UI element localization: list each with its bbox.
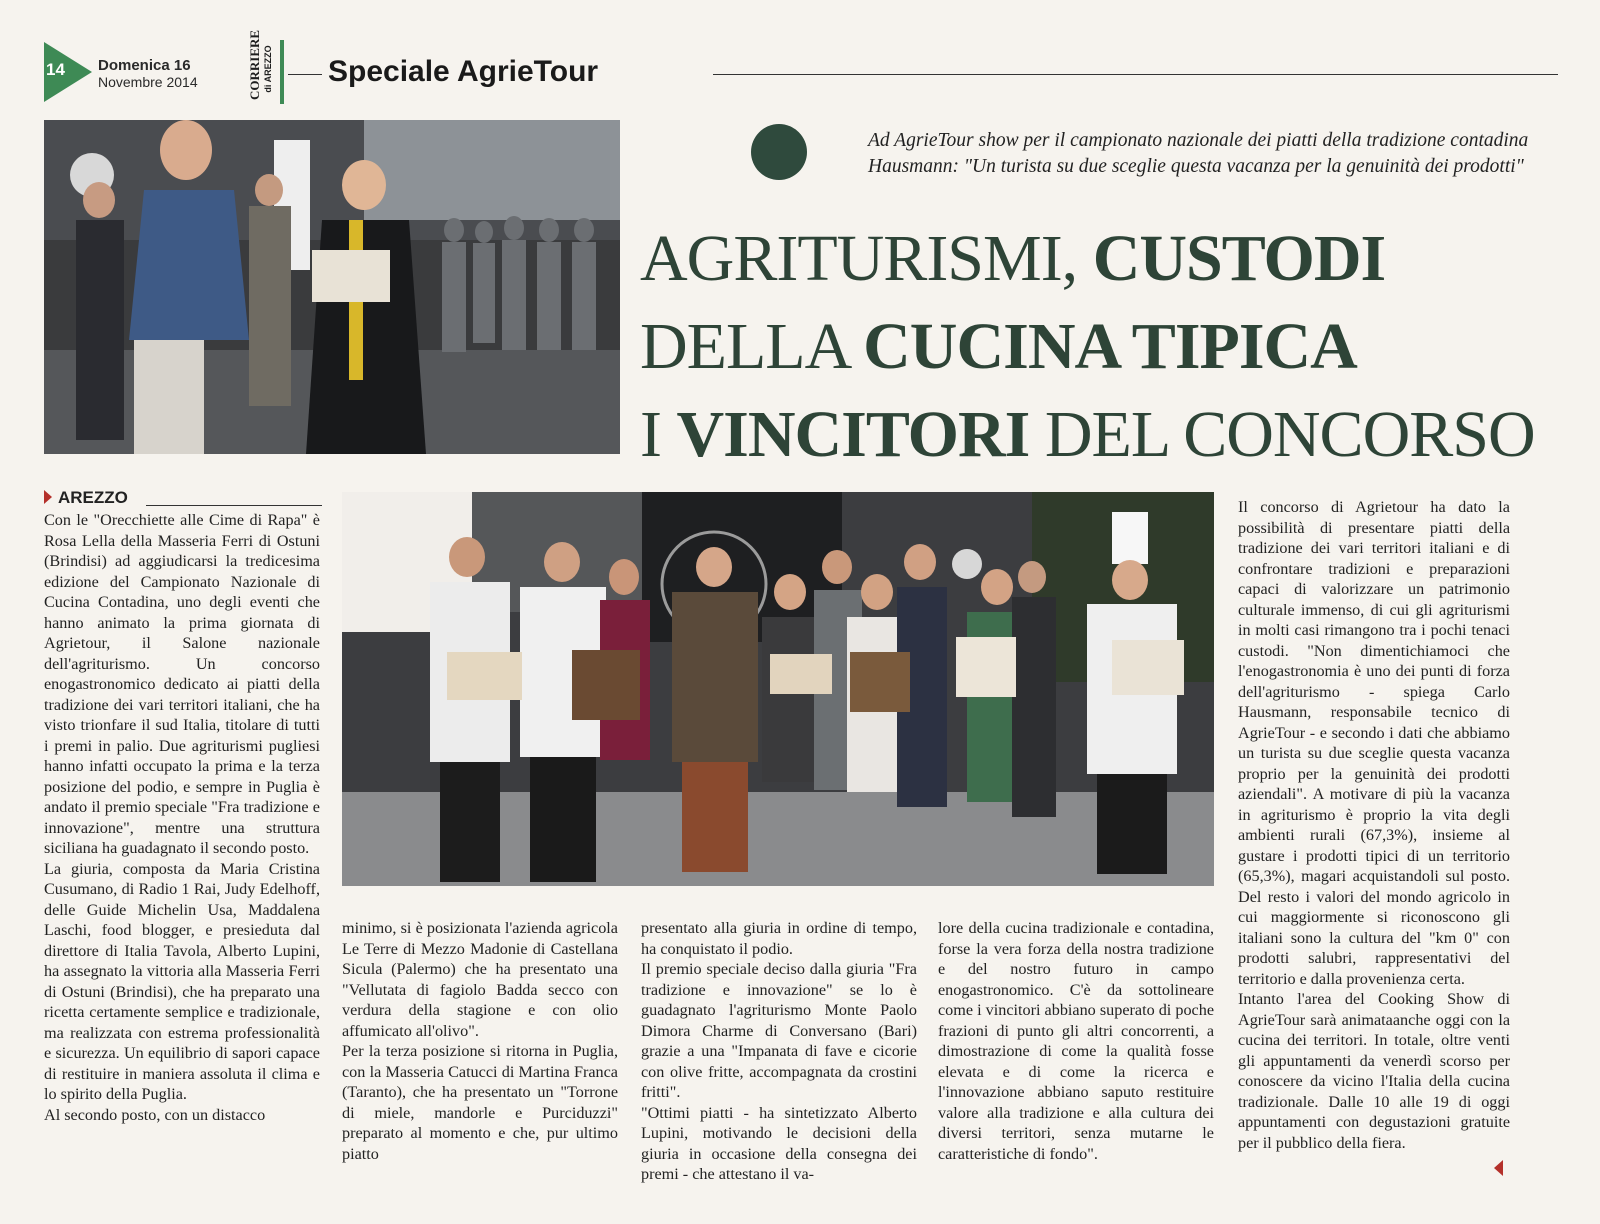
article-headline [640,215,1560,479]
headline-part: AGRITURISMI, [640,222,1093,295]
page-number: 14 [46,60,65,79]
issue-date-day: Domenica 16 [98,57,191,74]
paragraph: Intanto l'area del Cooking Show di AgrieTour sarà animataanche oggi con la cucina dei territori. In totale, oltre venti gli appuntamenti da venerdì scorso per conoscere da vicino l'Italia della cucina tradizionale. Dalle 10 alle 19 di oggi appuntamenti con degustazioni gratuite per il pubblico della fiera. [1238,990,1510,1152]
dateline-arrow-icon [44,490,52,504]
paragraph: Al secondo posto, con un distacco [44,1105,266,1124]
dateline-rule [146,505,322,506]
deck-line-2: Hausmann: "Un turista su due sceglie questa vacanza per la genuinità dei prodotti" [868,156,1524,177]
paragraph: minimo, si è posizionata l'azienda agricola Le Terre di Mezzo Madonie di Castellana Sicula (Palermo) che ha presentato una "Vellutata di fagiolo Badda secco con verdura della stagione e con olio affumicato all'olivo". [342,919,618,1040]
article-column-5 [1238,497,1510,1153]
issue-date [98,58,198,90]
header-rule-right [713,74,1558,75]
headline-part-bold: VINCITORI [676,398,1030,471]
article-column-4 [938,918,1214,1164]
issue-date-month: Novembre 2014 [98,74,198,90]
decorative-dot [751,124,807,180]
paragraph: lore della cucina tradizionale e contadina, forse la vera forza della nostra tradizione e del nostro futuro in campo enogastronomico. C'è da sottolineare come i vincitori abbiano superato di poche frazioni di punto gli altri concorrenti, a dimostrazione di come la qualità fosse elevata e di come la ricerca e l'innovazione abbiano saputo restituire valore alla tradizione e alla cultura dei diversi territori, senza mutarne le caratteristiche di fondo". [938,919,1215,1163]
deck-line-1: Ad AgrieTour show per il campionato nazionale dei piatti della tradizione contadina [868,130,1529,151]
winners-group-photo [342,492,1214,886]
award-ceremony-photo [44,120,620,454]
article-column-2 [342,918,618,1164]
header-rule-left [288,74,322,75]
article-end-icon [1494,1160,1503,1176]
headline-part: DEL CONCORSO [1029,398,1535,471]
headline-line-2 [640,303,1560,391]
paragraph: "Ottimi piatti - ha sintetizzato Alberto Lupini, motivando le decisioni della giuria in occasione della consegna dei premi - che attestano il va- [641,1103,917,1183]
paragraph: presentato alla giuria in ordine di tempo, ha conquistato il podio. [641,919,917,958]
newspaper-logo [246,29,284,104]
headline-line-3 [640,391,1560,479]
paragraph: Il concorso di Agrietour ha dato la possibilità di presentare piatti della tradizione dei vari territori italiani e di confrontare tradizioni e preparazioni capaci di valorizzare un patrimonio culturale immenso, di cui gli agriturismi in molti casi rimangono tra i pochi tenaci custodi. "Non dimentichiamoci che l'enogastronomia è uno dei punti di forza dell'agriturismo - spiega Carlo Hausmann, responsabile tecnico di AgrieTour - e secondo i dati che abbiamo un turista su due sceglie questa vacanza proprio per la genuinità dei prodotti aziendali". A motivare di più la vacanza in agriturismo è proprio la vita degli ambienti rurali (67,3%), insieme al gustare i prodotti tipici di un territorio (65,3%), magari acquistandoli sul posto. Del resto i valori del mondo agricolo in cui maggiormente si riconoscono gli italiani sono la cultura del "km 0" con prodotti salubri, rappresentativi del territorio e dalla provenienza certa. [1238,498,1510,988]
headline-part: DELLA [640,310,864,383]
section-title: Speciale AgrieTour [328,55,599,88]
dateline: AREZZO [58,488,128,507]
headline-part-bold: CUCINA TIPICA [863,310,1357,383]
headline-line-1 [640,215,1560,303]
paragraph: Con le "Orecchiette alle Cime di Rapa" è Rosa Lella della Masseria Ferri di Ostuni (Brindisi) ad aggiudicarsi la tredicesima edizione del Campionato Nazionale di Cucina Contadina, uno degli eventi che hanno animato la prima giornata di Agrietour, il Salone nazionale dell'agriturismo. Un concorso enogastronomico dedicato ai piatti della tradizione dei vari territori italiani, che ha visto trionfare il sud Italia, titolare di tutti i premi in palio. Due agriturismi pugliesi hanno infatti occupato la prima e la terza posizione del podio, e sempre in Puglia è andato il premio speciale "Fra tradizione e innovazione", mentre una struttura siciliana ha guadagnato il secondo posto. [44,511,320,857]
paragraph: La giuria, composta da Maria Cristina Cusumano, di Radio 1 Rai, Judy Edelhoff, delle Guide Michelin Usa, Maddalena Laschi, food blogger, e presieduta dal direttore di Italia Tavola, Alberto Lupini, ha assegnato la vittoria alla Masseria Ferri di Ostuni (Brindisi), che ha preparato una ricetta certamente semplice e tradizionale, ma realizzata con estrema professionalità e sicurezza. Un equilibrio di sapori capace di restituire in maniera assoluta il clima e lo spirito della Puglia. [44,859,320,1103]
logo-name: CORRIERE [247,29,262,100]
headline-part: I [640,398,677,471]
paragraph: Per la terza posizione si ritorna in Puglia, con la Masseria Catucci di Martina Franca (Taranto), che ha presentato un "Torrone di miele, mandorle e Purciduzzi" preparato al momento e che, pur ultimo piatto [342,1042,618,1163]
paragraph: Il premio speciale deciso dalla giuria "Fra tradizione e innovazione" se lo è guadagnato l'agriturismo Monte Paolo Dimora Charme di Conversano (Bari) grazie a una "Impanata di fave e cicorie con olive fritte, accompagnata da crostini fritti". [641,960,917,1101]
logo-subtitle: di AREZZO [263,45,273,93]
headline-part-bold: CUSTODI [1092,222,1386,295]
article-deck [868,128,1558,180]
article-column-1 [44,510,320,1125]
article-column-3 [641,918,917,1185]
